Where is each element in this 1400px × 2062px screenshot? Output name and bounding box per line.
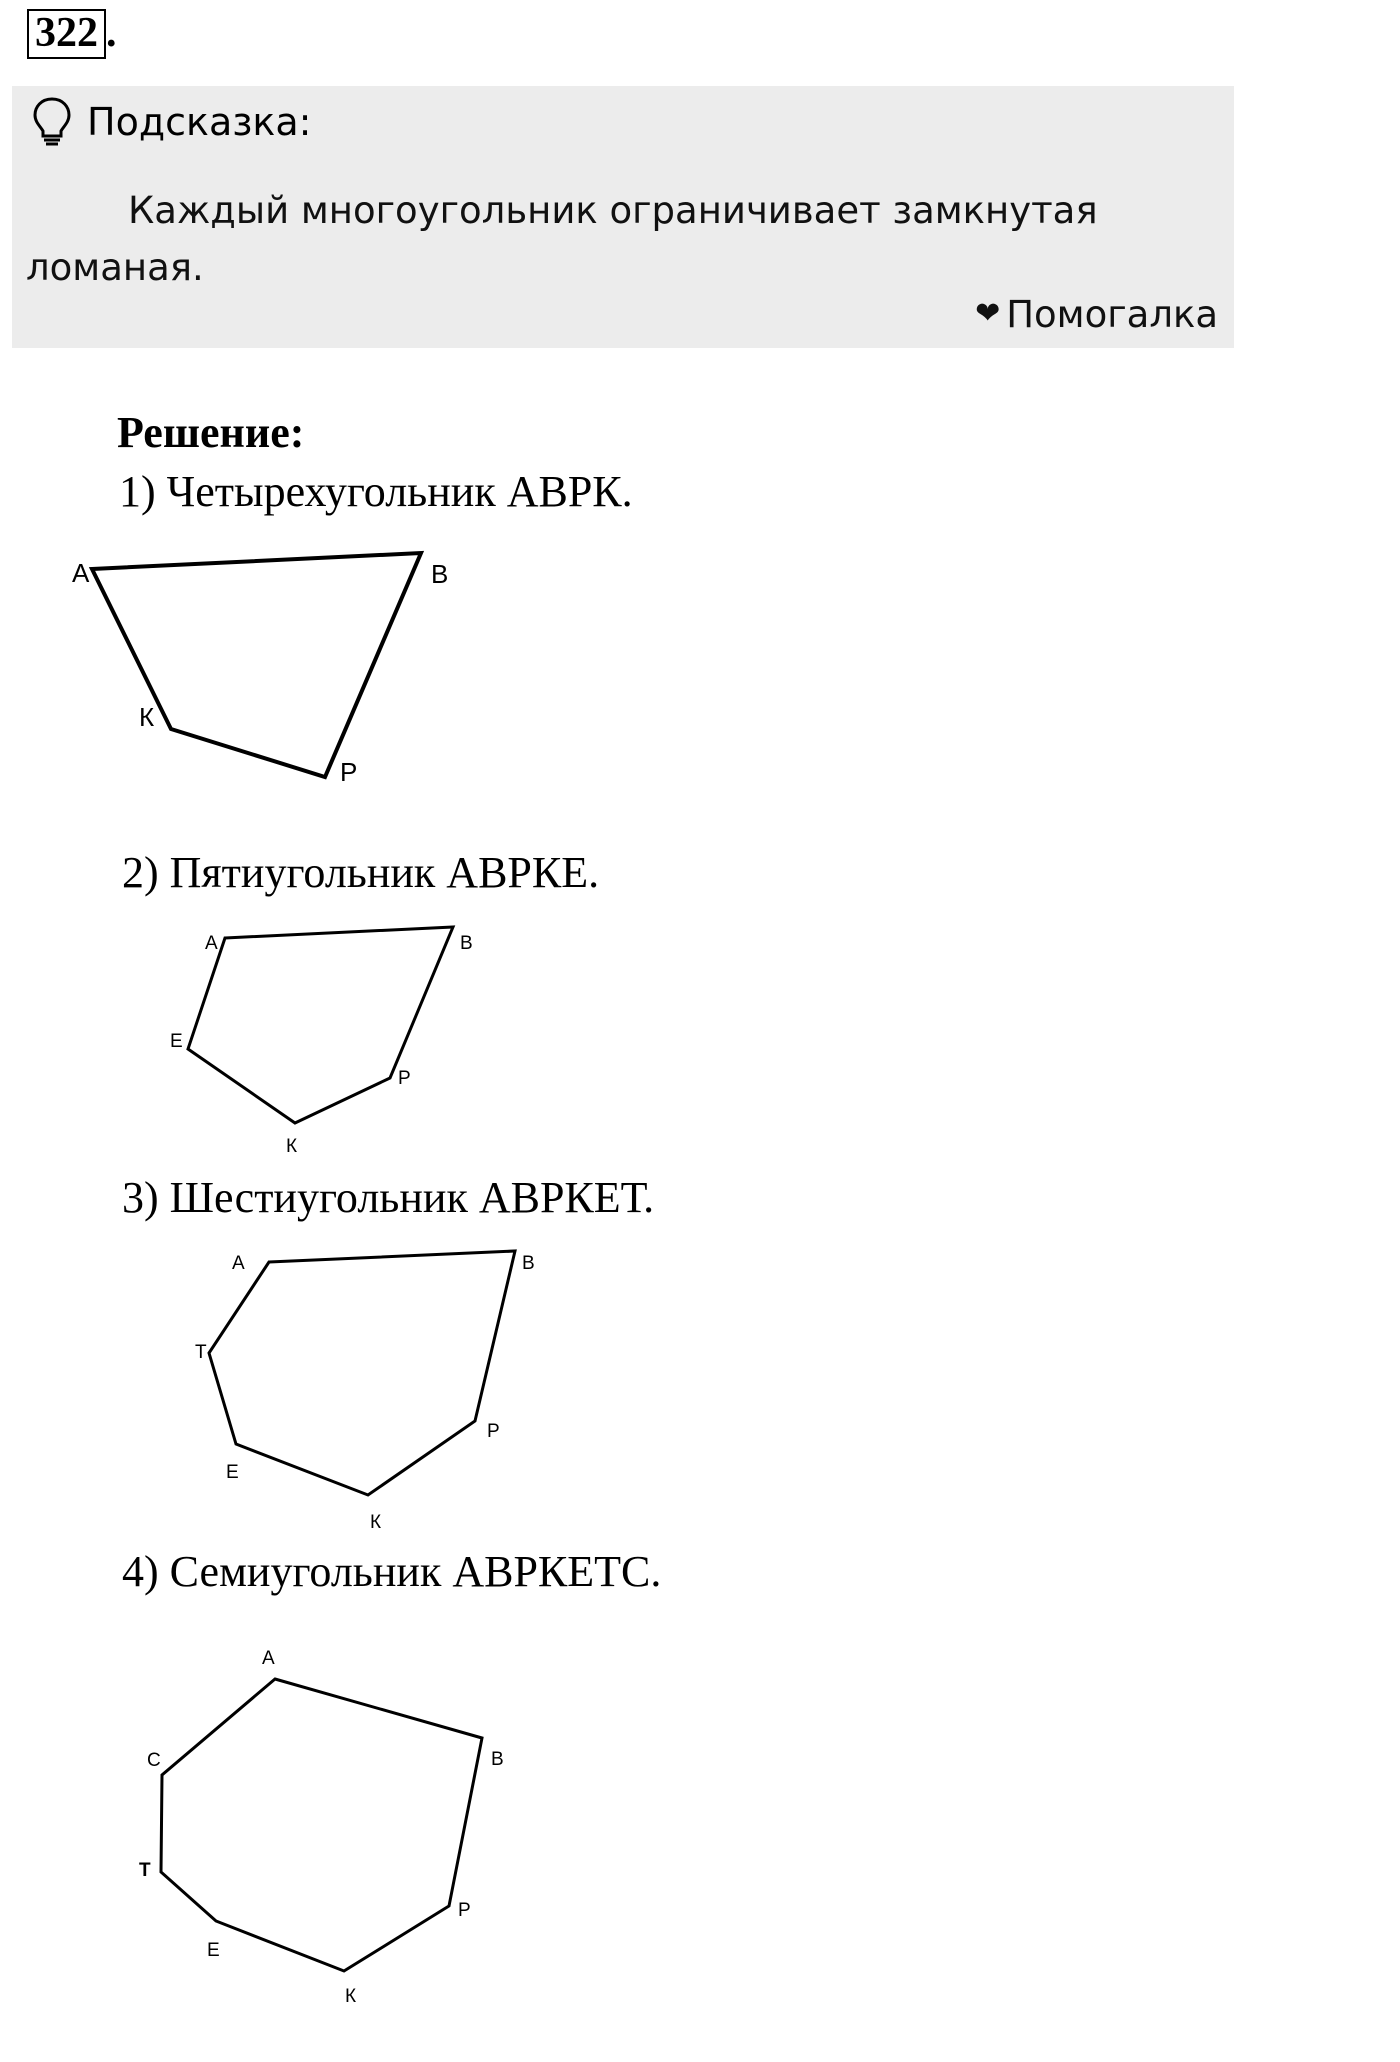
item-label-2: 2) Пятиугольник АВРКЕ. bbox=[122, 848, 600, 897]
vertex-label: Е bbox=[170, 1031, 183, 1052]
vertex-label: Т bbox=[139, 1860, 151, 1881]
vertex-label: К bbox=[345, 1986, 357, 2007]
item-label-1: 1) Четырехугольник АВРК. bbox=[119, 467, 633, 516]
vertex-label: Е bbox=[226, 1462, 239, 1483]
polygon-3 bbox=[209, 1251, 515, 1495]
item-label-3: 3) Шестиугольник АВРКЕТ. bbox=[122, 1173, 655, 1222]
vertex-label: А bbox=[262, 1648, 275, 1669]
vertex-label: К bbox=[370, 1512, 382, 1533]
hint-text: Каждый многоугольник ограничивает замкнутая ломаная. bbox=[26, 189, 1098, 289]
task-number-box: 322 bbox=[27, 9, 106, 59]
task-number-suffix: . bbox=[106, 10, 117, 56]
vertex-label: В bbox=[431, 559, 449, 589]
vertex-label: Е bbox=[207, 1940, 220, 1961]
vertex-label: Р bbox=[487, 1421, 500, 1442]
polygon-4 bbox=[161, 1679, 482, 1971]
vertex-label: С bbox=[147, 1750, 161, 1771]
vertex-label: Р bbox=[398, 1068, 411, 1089]
vertex-label: В bbox=[460, 933, 473, 954]
vertex-label: В bbox=[522, 1253, 535, 1274]
vertex-label: В bbox=[491, 1749, 504, 1770]
heart-icon: ❤ bbox=[975, 296, 1001, 331]
vertex-label: А bbox=[232, 1253, 245, 1274]
vertex-label: Р bbox=[458, 1900, 471, 1921]
polygon-1 bbox=[92, 553, 421, 777]
hint-title: Подсказка: bbox=[87, 100, 312, 144]
vertex-label: А bbox=[205, 933, 218, 954]
vertex-label: А bbox=[72, 558, 90, 588]
item-label-4: 4) Семиугольник АВРКЕТС. bbox=[122, 1547, 662, 1596]
vertex-label: Р bbox=[340, 757, 358, 787]
vertex-label: К bbox=[139, 702, 155, 732]
solution-title: Решение: bbox=[117, 408, 305, 457]
polygon-2 bbox=[188, 927, 453, 1123]
vertex-label: Т bbox=[195, 1342, 207, 1363]
hint-source-label: Помогалка bbox=[1006, 293, 1218, 336]
vertex-label: К bbox=[286, 1136, 298, 1157]
